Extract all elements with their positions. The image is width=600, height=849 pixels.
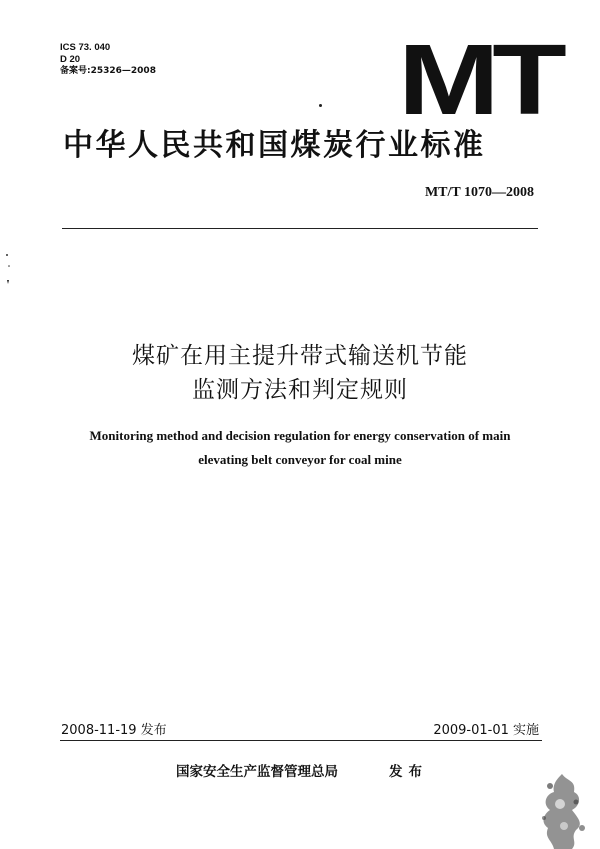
publish-label: 发布 [389,764,428,780]
top-divider [62,228,538,229]
publisher-name: 国家安全生产监督管理总局 [176,764,338,780]
org-title: 中华人民共和国煤炭行业标准 [63,128,486,163]
bottom-divider [60,740,542,741]
scan-edge-marks [4,252,12,288]
scan-stain-mark [532,768,592,849]
mt-logo: MT [398,24,560,136]
classification-code: D 20 [60,54,81,65]
title-cn-line2: 监测方法和判定规则 [192,377,408,403]
implementation-date: 2009-01-01 实施 [433,723,539,738]
record-number: 备案号:25326—2008 [60,66,156,76]
issue-date: 2008-11-19 发布 [61,723,167,738]
title-cn-line1: 煤矿在用主提升带式输送机节能 [132,343,468,369]
scan-speck [319,104,322,107]
title-en-line2: elevating belt conveyor for coal mine [198,452,402,467]
standard-code: MT/T 1070—2008 [424,185,534,200]
ics-code: ICS 73. 040 [60,42,111,53]
title-en-line1: Monitoring method and decision regulation for energy conservation of main [89,428,511,443]
